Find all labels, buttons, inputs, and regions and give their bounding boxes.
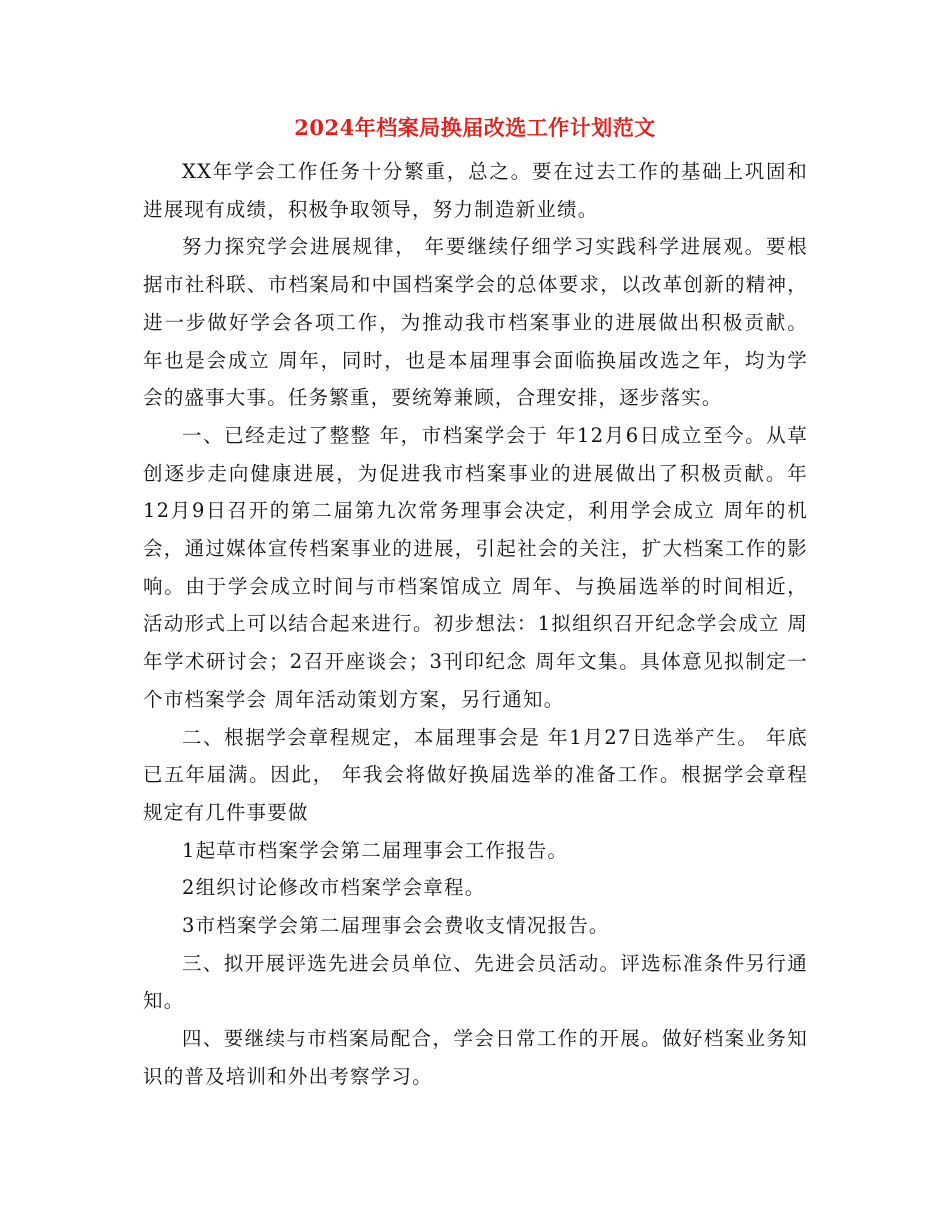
paragraph-section-1: 一、已经走过了整整 年，市档案学会于 年12月6日成立至今。从草创逐步走向健康进展，为促进我市档案事业的进展做出了积极贡献。年12月9日召开的第二届第九次常务理事会决定，利用学会成立 周年的机会，通过媒体宣传档案事业的进展，引起社会的关注，扩大档案工作的影响。由于学会成立时间与市档案馆成立 周年、与换届选举的时间相近，活动形式上可以结合起来进行。初步想法：1拟组织召开纪念学会成立 周年学术研讨会；2召开座谈会；3刊印纪念 周年文集。具体意见拟制定一个市档案学会 周年活动策划方案，另行通知。 — [143, 423, 808, 711]
list-item-2: 2组织讨论修改市档案学会章程。 — [182, 876, 486, 900]
document-title: 2024年档案局换届改选工作计划范文 — [294, 115, 656, 140]
paragraph-goals: 努力探究学会进展规律， 年要继续仔细学习实践科学进展观。要根据市社科联、市档案局和中国档案学会的总体要求，以改革创新的精神，进一步做好学会各项工作，为推动我市档案事业的进展做出积极贡献。 年也是会成立 周年，同时，也是本届理事会面临换届改选之年，均为学会的盛事大事。任务繁重，要统筹兼顾，合理安排，逐步落实。 — [143, 235, 808, 410]
document-body — [143, 153, 808, 1096]
paragraph-section-4: 四、要继续与市档案局配合，学会日常工作的开展。做好档案业务知识的普及培训和外出考察学习。 — [143, 1027, 808, 1088]
list-item-1: 1起草市档案学会第二届理事会工作报告。 — [182, 838, 569, 862]
paragraph-intro: XX年学会工作任务十分繁重，总之。要在过去工作的基础上巩固和进展现有成绩，积极争取领导，努力制造新业绩。 — [143, 160, 808, 221]
paragraph-section-2: 二、根据学会章程规定，本届理事会是 年1月27日选举产生。 年底已五年届满。因此， 年我会将做好换届选举的准备工作。根据学会章程规定有几件事要做 — [143, 725, 808, 824]
list-item-3: 3市档案学会第二届理事会会费收支情况报告。 — [182, 914, 610, 938]
paragraph-section-3: 三、拟开展评选先进会员单位、先进会员活动。评选标准条件另行通知。 — [143, 951, 808, 1013]
